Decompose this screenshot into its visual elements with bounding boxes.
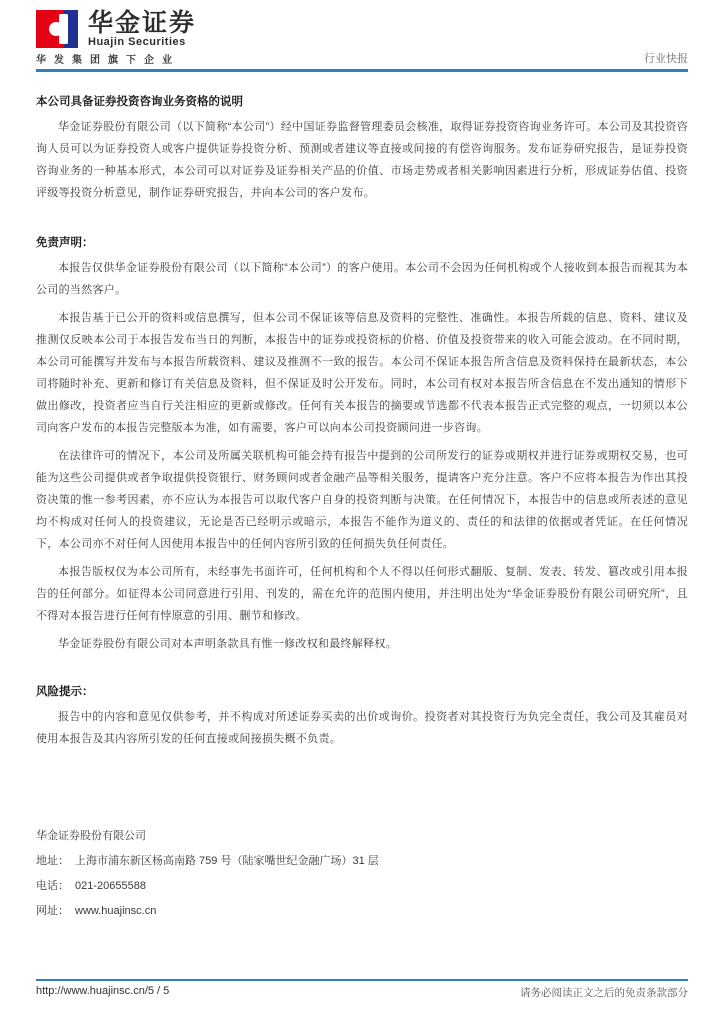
disclaimer-paragraph-5: 华金证券股份有限公司对本声明条款具有惟一修改权和最终解释权。 <box>58 638 397 650</box>
contact-address-row <box>36 849 688 874</box>
footer-url-page: http://www.huajinsc.cn/5 / 5 <box>36 985 170 997</box>
contact-web-row <box>36 899 688 924</box>
disclaimer-paragraph-4: 本报告版权仅为本公司所有，未经事先书面许可，任何机构和个人不得以任何形式翻版、复制、发表、转发、篡改或引用本报告的任何部分。如征得本公司同意进行引用、刊发的，需在允许的范围内使用，并注明出处为“华金证券股份有限公司研究所”，且不得对本报告进行任何有悖原意的引用、删节和修改。 <box>36 566 688 622</box>
footer-rule <box>36 979 688 981</box>
header-rule <box>36 69 688 72</box>
contact-phone-label: 电话： <box>36 880 69 892</box>
contact-web-label: 网址： <box>36 905 69 917</box>
disclaimer-paragraph-1: 本报告仅供华金证券股份有限公司（以下简称“本公司”）的客户使用。本公司不会因为任何机构或个人接收到本报告而视其为本公司的当然客户。 <box>36 262 688 296</box>
footer-disclaimer-note: 请务必阅读正文之后的免责条款部分 <box>520 987 688 999</box>
contact-address-value: 上海市浦东新区杨高南路 759 号（陆家嘴世纪金融广场）31 层 <box>75 855 379 867</box>
contact-address-label: 地址： <box>36 855 69 867</box>
brand-name-en: Huajin Securities <box>88 36 186 48</box>
risk-title: 风险提示： <box>36 686 94 698</box>
qualification-paragraph: 华金证券股份有限公司（以下简称“本公司”）经中国证券监督管理委员会核准，取得证券投资咨询业务许可。本公司及其投资咨询人员可以为证券投资人或客户提供证券投资分析、预测或者建议等直接或间接的有偿咨询服务。发布证券研究报告，是证券投资咨询业务的一种基本形式，本公司可以对证券及证券相关产品的价值、市场走势或者相关影响因素进行分析，形成证券估值、投资评级等投资分析意见，制作证券研究报告，并向本公司的客户发布。 <box>36 121 688 199</box>
brand-name-cn: 华金证券 <box>88 9 197 37</box>
huajin-logo-icon <box>36 10 80 48</box>
contact-block <box>36 824 688 924</box>
contact-company: 华金证券股份有限公司 <box>36 830 146 842</box>
footer <box>36 979 688 1000</box>
header <box>36 0 688 72</box>
contact-web-value: www.huajinsc.cn <box>75 905 157 917</box>
disclaimer-paragraph-2: 本报告基于已公开的资料或信息撰写，但本公司不保证该等信息及资料的完整性、准确性。本报告所载的信息、资料、建议及推测仅反映本公司于本报告发布当日的判断，本报告中的证券或投资标的价格、价值及投资带来的收入可能会波动。在不同时期，本公司可能撰写并发布与本报告所载资料、建议及推测不一致的报告。本公司不保证本报告所含信息及资料保持在最新状态，本公司将随时补充、更新和修订有关信息及资料，但不保证及时公开发布。同时，本公司有权对本报告所含信息在不发出通知的情形下做出修改，投资者应当自行关注相应的更新或修改。任何有关本报告的摘要或节选都不代表本报告正式完整的观点，一切须以本公司向客户发布的本报告完整版本为准，如有需要，客户可以向本公司投资顾问进一步咨询。 <box>36 312 688 434</box>
doc-type-label: 行业快报 <box>644 53 688 65</box>
disclaimer-paragraph-3: 在法律许可的情况下，本公司及所属关联机构可能会持有报告中提到的公司所发行的证券或期权并进行证券或期权交易，也可能为这些公司提供或者争取提供投资银行、财务顾问或者金融产品等相关服务，提请客户充分注意。客户不应将本报告为作出其投资决策的惟一参考因素，亦不应认为本报告可以取代客户自身的投资判断与决策。在任何情况下，本报告中的信息或所表述的意见均不构成对任何人的投资建议，无论是否已经明示或暗示，本报告不能作为道义的、责任的和法律的依据或者凭证。在任何情况下，本公司亦不对任何人因使用本报告中的任何内容所引致的任何损失负任何责任。 <box>36 450 688 550</box>
group-tagline: 华发集团旗下企业 <box>36 55 180 66</box>
risk-paragraph: 报告中的内容和意见仅供参考，并不构成对所述证券买卖的出价或询价。投资者对其投资行为负完全责任，我公司及其雇员对使用本报告及其内容所引发的任何直接或间接损失概不负责。 <box>36 711 688 745</box>
contact-phone-value: 021-20655588 <box>75 880 146 892</box>
disclaimer-title: 免责声明： <box>36 237 94 249</box>
qualification-title: 本公司具备证券投资咨询业务资格的说明 <box>36 96 243 108</box>
contact-phone-row <box>36 874 688 899</box>
